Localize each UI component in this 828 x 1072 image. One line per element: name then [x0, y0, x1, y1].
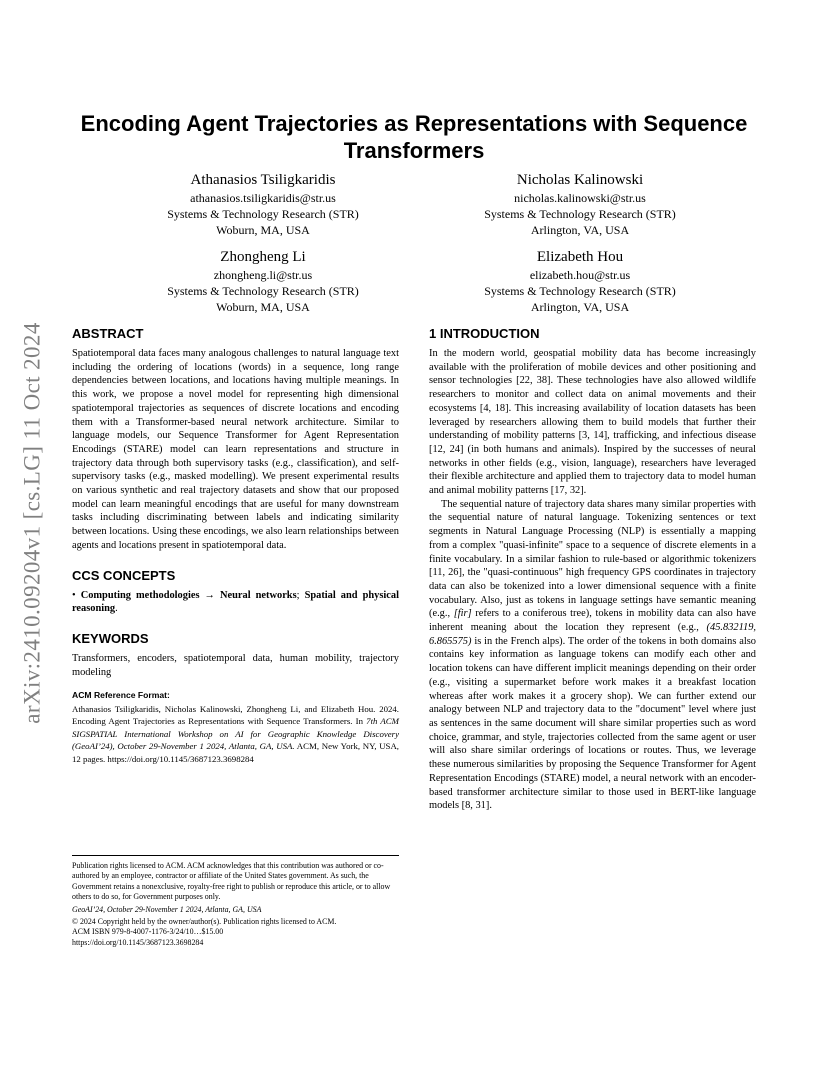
author-name: Elizabeth Hou — [536, 249, 624, 265]
right-column — [429, 325, 756, 813]
keywords-heading: KEYWORDS — [72, 630, 149, 646]
author-email: zhongheng.li@str.us — [213, 268, 313, 282]
author-block-4 — [415, 247, 745, 315]
author-block-3 — [98, 247, 428, 315]
ccs-heading: CCS CONCEPTS — [72, 567, 176, 583]
arxiv-id: arXiv:2410.09204v1 [cs.LG] 11 Oct 2024 — [20, 322, 46, 724]
acm-ref-heading: ACM Reference Format: — [72, 690, 170, 701]
author-name: Nicholas Kalinowski — [516, 172, 644, 188]
footnote-rights: Publication rights licensed to ACM. ACM acknowledges that this contribution was authored or co-authored by an employee, contractor or affiliate of the United States government. As such, the Government retains a nonexclusive, royalty-free right to publish or reproduce this article, or to allow others to do so, for Government purposes only. — [72, 861, 391, 902]
abstract-text: Spatiotemporal data faces many analogous challenges to natural language text including the ordering of locations (words) in a sequence, long range dependencies between locations, and locations having multiple meanings. In this work, we propose a novel model for representing high dimensional spatiotemporal trajectories as sequences of discrete locations and encoding them with a Transformer-based neural network architecture. Similar to language models, our Sequence Transformer for Agent Representation Encodings (STARE) model can learn representations and structure in trajectory data through both supervisory tasks (e.g., classification), and self-supervisory tasks (e.g., masked modelling). We present experimental results on various synthetic and real trajectory datasets and show that our proposed model can learn meaningful encodings that are useful for many downstream tasks including discriminating between labels and indicating similarity between locations. Using these encodings, we also learn relationships between agents and locations present in spatiotemporal data. — [72, 348, 399, 551]
author-name: Zhongheng Li — [220, 249, 306, 265]
intro-heading: 1 INTRODUCTION — [429, 326, 540, 341]
acm-reference — [72, 703, 399, 765]
ccs-separator: ; — [296, 589, 300, 601]
footnote-doi[interactable]: https://doi.org/10.1145/3687123.3698284 — [72, 937, 204, 947]
intro-p2-part-b: refers to a coniferous tree), tokens in mobility data can also have inherent meaning about the location they represent (e.g., — [429, 608, 756, 634]
footnote-conference: GeoAI’24, October 29-November 1 2024, Atlanta, GA, USA — [72, 904, 262, 914]
intro-p2-coordinate: (45.832119, 6.865575) — [429, 622, 756, 647]
acm-ref-pre: Athanasios Tsiligkaridis, Nicholas Kalinowski, Zhongheng Li, and Elizabeth Hou. 2024. Encoding Agent Trajectories as Representations with Sequence Transformers. In — [72, 704, 399, 727]
author-affiliation: Systems & Technology Research (STR) — [167, 284, 359, 298]
ccs-end: . — [115, 603, 118, 615]
author-affiliation: Systems & Technology Research (STR) — [484, 207, 676, 221]
author-location: Arlington, VA, USA — [530, 300, 630, 314]
author-affiliation: Systems & Technology Research (STR) — [167, 207, 359, 221]
intro-p2-token: [fir] — [453, 608, 472, 620]
intro-paragraph-1: In the modern world, geospatial mobility data has become increasingly available with the proliferation of mobile devices and other positioning and sensor technologies [22, 38]. These technologies have also allowed wildlife researchers to monitor and collect data on animal movements and their ecosystems [4, 18]. This increasing availability of location datasets has been leveraged by researchers allowing them to build models that further their understanding of mobility patterns [3, 14], trafficking, and infectious disease [12, 24] (in both humans and animals). Inspired by the successes of neural networks in other fields (e.g., vision, language), researchers have leveraged their flexible architecture and applied them to trajectory data to model human and animal mobility patterns [17, 32]. — [429, 348, 756, 497]
acm-ref-post: ACM, New York, NY, USA, 12 pages. https://doi.org/10.1145/3687123.3698284 — [72, 741, 400, 764]
left-column — [72, 325, 399, 765]
abstract-heading: ABSTRACT — [72, 326, 144, 341]
paper-title: Encoding Agent Trajectories as Representations with Sequence Transformers — [80, 111, 748, 163]
footnote-isbn: ACM ISBN 979-8-4007-1176-3/24/10…$15.00 — [72, 927, 224, 937]
author-location: Woburn, MA, USA — [216, 300, 310, 314]
author-location: Arlington, VA, USA — [530, 223, 630, 237]
ccs-bullet: • — [72, 589, 76, 601]
intro-p2-part-c: is in the French alps). The order of the tokens in both domains also contains key information as language tokens can modify each other and location tokens can have different implicit meanings depending on their order (e.g., visiting a supermarket before work makes it a breakfast location whereas after work makes it a grocery shop). We can further extend our analogy between NLP and trajectory data to the "document" level where just as sentences in the same document will share similar properties such as word choice, grammar, and style, trajectories collected from the same agent or user will also share similar orderings of locations or routes. Thus, we leverage these numerous similarities by proposing the Sequence Transformer for Agent Representation Encodings (STARE) model, a neural network with an encoder-based transformer architecture similar to those used in BERT-like language models [8, 31]. — [429, 635, 756, 812]
author-email: elizabeth.hou@str.us — [529, 268, 631, 282]
footnote-copyright: © 2024 Copyright held by the owner/author(s). Publication rights licensed to ACM. — [72, 917, 337, 927]
author-name: Athanasios Tsiligkaridis — [190, 172, 336, 188]
author-email: athanasios.tsiligkaridis@str.us — [190, 191, 336, 205]
ccs-concepts — [72, 589, 399, 616]
author-block-2 — [415, 170, 745, 238]
author-affiliation: Systems & Technology Research (STR) — [484, 284, 676, 298]
intro-paragraph-2 — [429, 498, 756, 813]
intro-p2-part-a: The sequential nature of trajectory data shares many similar properties with the sequential nature of natural language. Tokenizing sentences or text segments in Natural Language Processing (NLP) is essentially a mapping from a complex "quasi-infinite" space to a sequence of discrete elements in a finite vocabulary. In a similar fashion to rule-based or algorithmic tokenizers [11, 26], the "quasi-continuous" high frequency GPS coordinates in trajectory data can also be tokenized into a lower dimensional sequence with a finite vocabulary. Also, just as tokens in language settings have semantic meaning (e.g., — [429, 498, 756, 620]
author-email: nicholas.kalinowski@str.us — [514, 191, 646, 205]
ccs-concept-1: Computing methodologies — [80, 589, 200, 601]
author-block-1 — [98, 170, 428, 238]
ccs-arrow: → — [204, 589, 215, 601]
keywords-text: Transformers, encoders, spatiotemporal data, human mobility, trajectory modeling — [72, 652, 399, 678]
author-location: Woburn, MA, USA — [216, 223, 310, 237]
copyright-footnote — [72, 855, 399, 950]
acm-ref-venue: 7th ACM SIGSPATIAL International Workshop on AI for Geographic Knowledge Discovery (GeoAI’24), October 29-November 1 2024, Atlanta, GA, USA. — [72, 716, 399, 752]
ccs-concept-2: Neural networks — [220, 589, 297, 601]
ccs-concept-3: Spatial and physical reasoning — [72, 589, 399, 615]
arxiv-sidebar-stamp — [4, 273, 62, 773]
